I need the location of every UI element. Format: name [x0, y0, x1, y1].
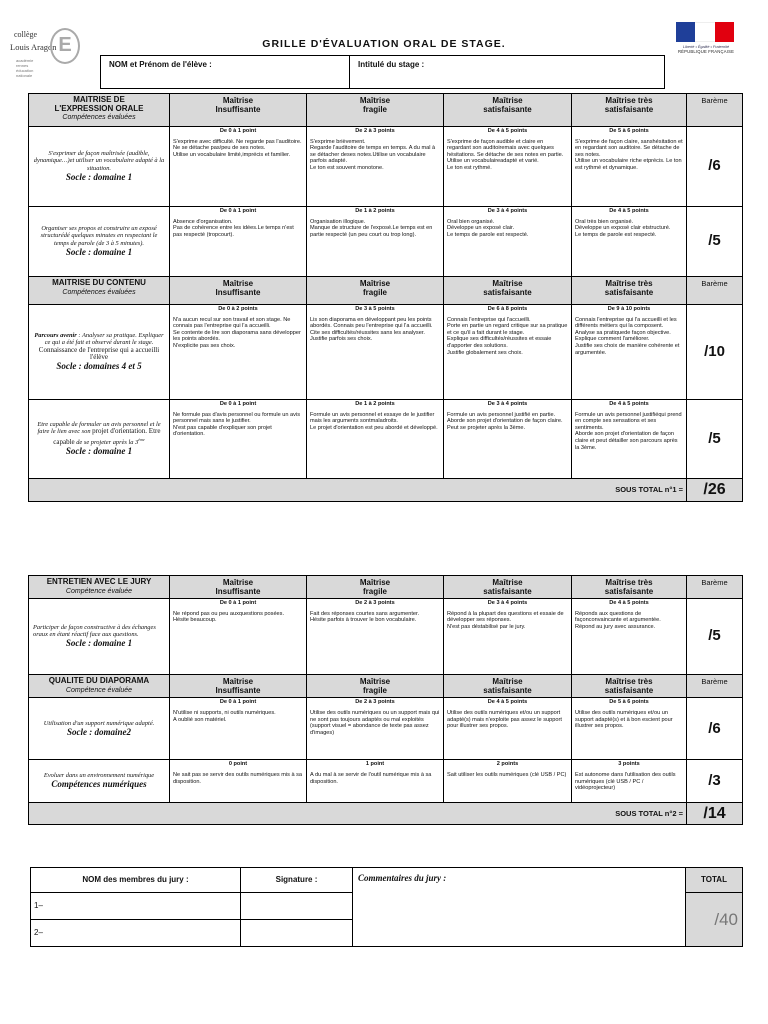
section-header-entretien — [29, 576, 743, 599]
score-cell[interactable]: /6 — [687, 698, 743, 760]
descriptor-cell: De 4 à 5 points Réponds aux questions de façonconvaincante et argumentée. Répond au jury avec assurance. — [572, 599, 687, 675]
level-header: Maîtrise Insuffisante — [170, 576, 307, 599]
level-header: Maîtrise Insuffisante — [170, 94, 307, 127]
level-header: Maîtrise très satisfaisante — [572, 94, 687, 127]
descriptor-cell: De 3 à 4 points Oral bien organisé. Développe un exposé clair. Le temps de parole est respecté. — [444, 207, 572, 277]
criterion-row — [29, 760, 743, 803]
criterion-cell: Parcours avenir : Analyser sa pratique. Expliquer ce qui a été fait et observé durant le stage. Connaissance de l'entreprise qui a accueilli l'élève Socle : domaines 4 et 5 — [29, 305, 170, 400]
descriptor-cell: 1 point A du mal à se servir de l'outil numérique mis à sa disposition. — [307, 760, 444, 803]
score-cell[interactable]: /10 — [687, 305, 743, 400]
subtotal-score[interactable]: /14 — [687, 803, 743, 825]
descriptor-cell: De 3 à 4 points Répond à la plupart des questions et essaie de développer ses réponses. N'est pas déstabilisé par le jury. — [444, 599, 572, 675]
level-header: Maîtrise fragile — [307, 94, 444, 127]
jury-member-1-field[interactable]: 1– — [31, 893, 241, 920]
section-header-contenu — [29, 277, 743, 305]
jury-members-header: NOM des membres du jury : — [31, 868, 241, 893]
student-name-field[interactable]: NOM et Prénom de l'élève : — [101, 56, 350, 88]
subtotal-label: SOUS TOTAL n°1 = — [29, 479, 687, 502]
criterion-cell: Utilisation d'un support numérique adapté. Socle : domaine2 — [29, 698, 170, 760]
descriptor-cell: De 2 à 3 points S'exprime brièvement. Regarde l'auditoire de temps en temps. A du mal à se détacher deses notes.Utilise un vocabulaire parfois adapté. Le ton est souvent monotone. — [307, 127, 444, 207]
total-score[interactable]: /40 — [686, 893, 743, 947]
descriptor-cell: De 0 à 1 point S'exprime avec difficulté. Ne regarde pas l'auditoire. Ne se détache pas/peu de ses notes. Utilise un vocabulaire limité,imprécis et familier. — [170, 127, 307, 207]
descriptor-cell: 2 points Sait utiliser les outils numériques (clé USB / PC) — [444, 760, 572, 803]
level-header: Maîtrise satisfaisante — [444, 576, 572, 599]
student-info-box — [100, 55, 665, 89]
jury-signature-1-field[interactable] — [241, 893, 353, 920]
level-header: Maîtrise fragile — [307, 675, 444, 698]
level-header: Maîtrise très satisfaisante — [572, 675, 687, 698]
stage-title-field[interactable]: Intitulé du stage : — [358, 60, 425, 69]
french-flag-icon — [676, 22, 734, 42]
section-title: MAITRISE DE L'EXPRESSION ORALE Compétences évaluées — [29, 94, 170, 127]
level-header: Maîtrise très satisfaisante — [572, 277, 687, 305]
descriptor-cell: De 3 à 4 points Formule un avis personnel justifié en partie. Aborde son projet d'orientation de façon claire. Peut se projeter après la 3ème. — [444, 400, 572, 479]
jury-comments-field[interactable]: Commentaires du jury : — [353, 868, 686, 947]
descriptor-cell: De 1 à 2 points Organisation illogique. Manque de structure de l'exposé.Le temps est en partie respecté (un peu court ou trop long). — [307, 207, 444, 277]
criterion-row — [29, 400, 743, 479]
republique-francaise-logo: Liberté • Égalité • Fraternité RÉPUBLIQUE FRANÇAISE — [674, 22, 738, 54]
criterion-cell: S'exprimer de façon maîtrisée (audible, dynamique…)et utiliser un vocabulaire adapté à la situation. Socle : domaine 1 — [29, 127, 170, 207]
level-header: Maîtrise fragile — [307, 576, 444, 599]
signature-header: Signature : — [241, 868, 353, 893]
level-header: Maîtrise satisfaisante — [444, 94, 572, 127]
descriptor-cell: De 5 à 6 points S'exprime de façon claire, sanshésitation et en regardant son auditoire. Se détache de ses notes. Utilise un vocabulaire riche etprécis. Le ton est rythmé et dynamique. — [572, 127, 687, 207]
score-cell[interactable]: /5 — [687, 207, 743, 277]
descriptor-cell: De 5 à 6 points Utilise des outils numériques et/ou un support adapté(s) et à bon escient pour illustrer ses propos. — [572, 698, 687, 760]
grid-table-2 — [28, 575, 743, 825]
page-title: GRILLE D'ÉVALUATION ORAL DE STAGE. — [262, 38, 506, 50]
criterion-cell: Participer de façon constructive à des échanges oraux en étant réactif face aux questions. Socle : domaine 1 — [29, 599, 170, 675]
criterion-cell: Etre capable de formuler un avis personnel et le faire le lien avec son projet d'orientation. Etre capable de se projeter après la 3ème Socle : domaine 1 — [29, 400, 170, 479]
criterion-row — [29, 207, 743, 277]
criterion-row — [29, 127, 743, 207]
score-cell[interactable]: /6 — [687, 127, 743, 207]
section-header-diaporama — [29, 675, 743, 698]
level-header: Maîtrise satisfaisante — [444, 675, 572, 698]
descriptor-cell: De 3 à 5 points Lis son diaporama en développant peu les points abordés. Connais peu l'entreprise qui l'a accueilli. Cite ses difficultés/réussites sans les analyser. Justifie parfois ses choix. — [307, 305, 444, 400]
descriptor-cell: De 2 à 3 points Utilise des outils numériques ou un support mais qui ne sont pas toujours adaptés ou mal exploités (support visuel = abondance de texte pas assez d'images) — [307, 698, 444, 760]
section-header-expression-orale — [29, 94, 743, 127]
college-logo: collège Louis Aragon académie rennes éducation nationale E — [10, 28, 72, 80]
level-header: Maîtrise Insuffisante — [170, 277, 307, 305]
level-header: Maîtrise satisfaisante — [444, 277, 572, 305]
descriptor-cell: De 9 à 10 points Connais l'entreprise qui l'a accueilli et les différents métiers qui la composent. Analyse sa pratiquede façon objective. Explique comment l'améliorer. Justifie ses choix de manière cohérente et argumentée. — [572, 305, 687, 400]
level-header: Maîtrise Insuffisante — [170, 675, 307, 698]
bareme-header: Barème — [687, 675, 743, 698]
section-title: MAITRISE DU CONTENU Compétences évaluées — [29, 277, 170, 305]
descriptor-cell: De 4 à 5 points Formule un avis personnel justifiéqui prend en compte ses sensations et ses sentiments. Aborde son projet d'orientation de façon claire et peut détailler son parcours après la 3ème. — [572, 400, 687, 479]
subtotal-label: SOUS TOTAL n°2 = — [29, 803, 687, 825]
descriptor-cell: De 4 à 5 points S'exprime de façon audible et claire en regardant son auditoiremais avec quelques hésitations. Se détache de ses notes en partie. Utilise un vocabulaireadapté et varié. Le ton est rythmé. — [444, 127, 572, 207]
descriptor-cell: 0 point Ne sait pas se servir des outils numériques mis à sa disposition. — [170, 760, 307, 803]
bareme-header: Barème — [687, 277, 743, 305]
jury-table — [30, 867, 743, 947]
descriptor-cell: De 1 à 2 points Formule un avis personnel et essaye de le justifier mais les arguments sontmaladroits. Le projet d'orientation est peu abordé et développé. — [307, 400, 444, 479]
section-title: ENTRETIEN AVEC LE JURY Compétence évaluée — [29, 576, 170, 599]
criterion-row — [29, 698, 743, 760]
criterion-row — [29, 305, 743, 400]
criterion-row — [29, 599, 743, 675]
descriptor-cell: De 2 à 3 points Fait des réponses courtes sans argumenter. Hésite parfois à trouver le bon vocabulaire. — [307, 599, 444, 675]
descriptor-cell: De 0 à 2 points N'a aucun recul sur son travail et son stage. Ne connais pas l'entreprise qui l'a accueilli. Se contente de lire son diaporama sans développer les points abordés. N'explicite pas ses choix. — [170, 305, 307, 400]
grid-table-1 — [28, 93, 743, 502]
descriptor-cell: De 0 à 1 point Ne formule pas d'avis personnel ou formule un avis personnel mais sans le justifier. N'est pas capable d'expliquer son projet d'orientation. — [170, 400, 307, 479]
descriptor-cell: De 4 à 5 points Utilise des outils numériques et/ou un support adapté(s) mais n'exploite pas assez le support pour illustrer ses propos. — [444, 698, 572, 760]
descriptor-cell: De 4 à 5 points Oral très bien organisé. Développe un exposé clair etstructuré. Le temps de parole est respecté. — [572, 207, 687, 277]
descriptor-cell: De 0 à 1 point Absence d'organisation. Pas de cohérence entre les idées.Le temps n'est pas respecté (tropcourt). — [170, 207, 307, 277]
subtotal-row-1 — [29, 479, 743, 502]
score-cell[interactable]: /3 — [687, 760, 743, 803]
bareme-header: Barème — [687, 94, 743, 127]
descriptor-cell: 3 points Est autonome dans l'utilisation des outils numériques (clé USB / PC / vidéoprojecteur) — [572, 760, 687, 803]
subtotal-score[interactable]: /26 — [687, 479, 743, 502]
subtotal-row-2 — [29, 803, 743, 825]
descriptor-cell: De 0 à 1 point Ne répond pas ou peu auxquestions posées. Hésite beaucoup. — [170, 599, 307, 675]
criterion-cell: Evoluer dans un environnement numérique Compétences numériques — [29, 760, 170, 803]
bareme-header: Barème — [687, 576, 743, 599]
score-cell[interactable]: /5 — [687, 400, 743, 479]
jury-signature-2-field[interactable] — [241, 920, 353, 947]
total-header: TOTAL — [686, 868, 743, 893]
jury-member-2-field[interactable]: 2– — [31, 920, 241, 947]
score-cell[interactable]: /5 — [687, 599, 743, 675]
descriptor-cell: De 6 à 8 points Connais l'entreprise qui l'accueilli. Porte en partie un regard critique sur sa pratique et ce qu'il a fait durant le stage. Explique ses difficultés/réussites et essaie d'apporter des solutions. Justifie globalement ses choix. — [444, 305, 572, 400]
level-header: Maîtrise très satisfaisante — [572, 576, 687, 599]
section-title: QUALITE DU DIAPORAMA Compétence évaluée — [29, 675, 170, 698]
criterion-cell: Organiser ses propos et construire un exposé structurédé quelques minutes en respectant le temps de parole (de 3 à 5 minutes). Socle : domaine 1 — [29, 207, 170, 277]
descriptor-cell: De 0 à 1 point N'utilise ni supports, ni outils numériques. A oublié son matériel. — [170, 698, 307, 760]
level-header: Maîtrise fragile — [307, 277, 444, 305]
